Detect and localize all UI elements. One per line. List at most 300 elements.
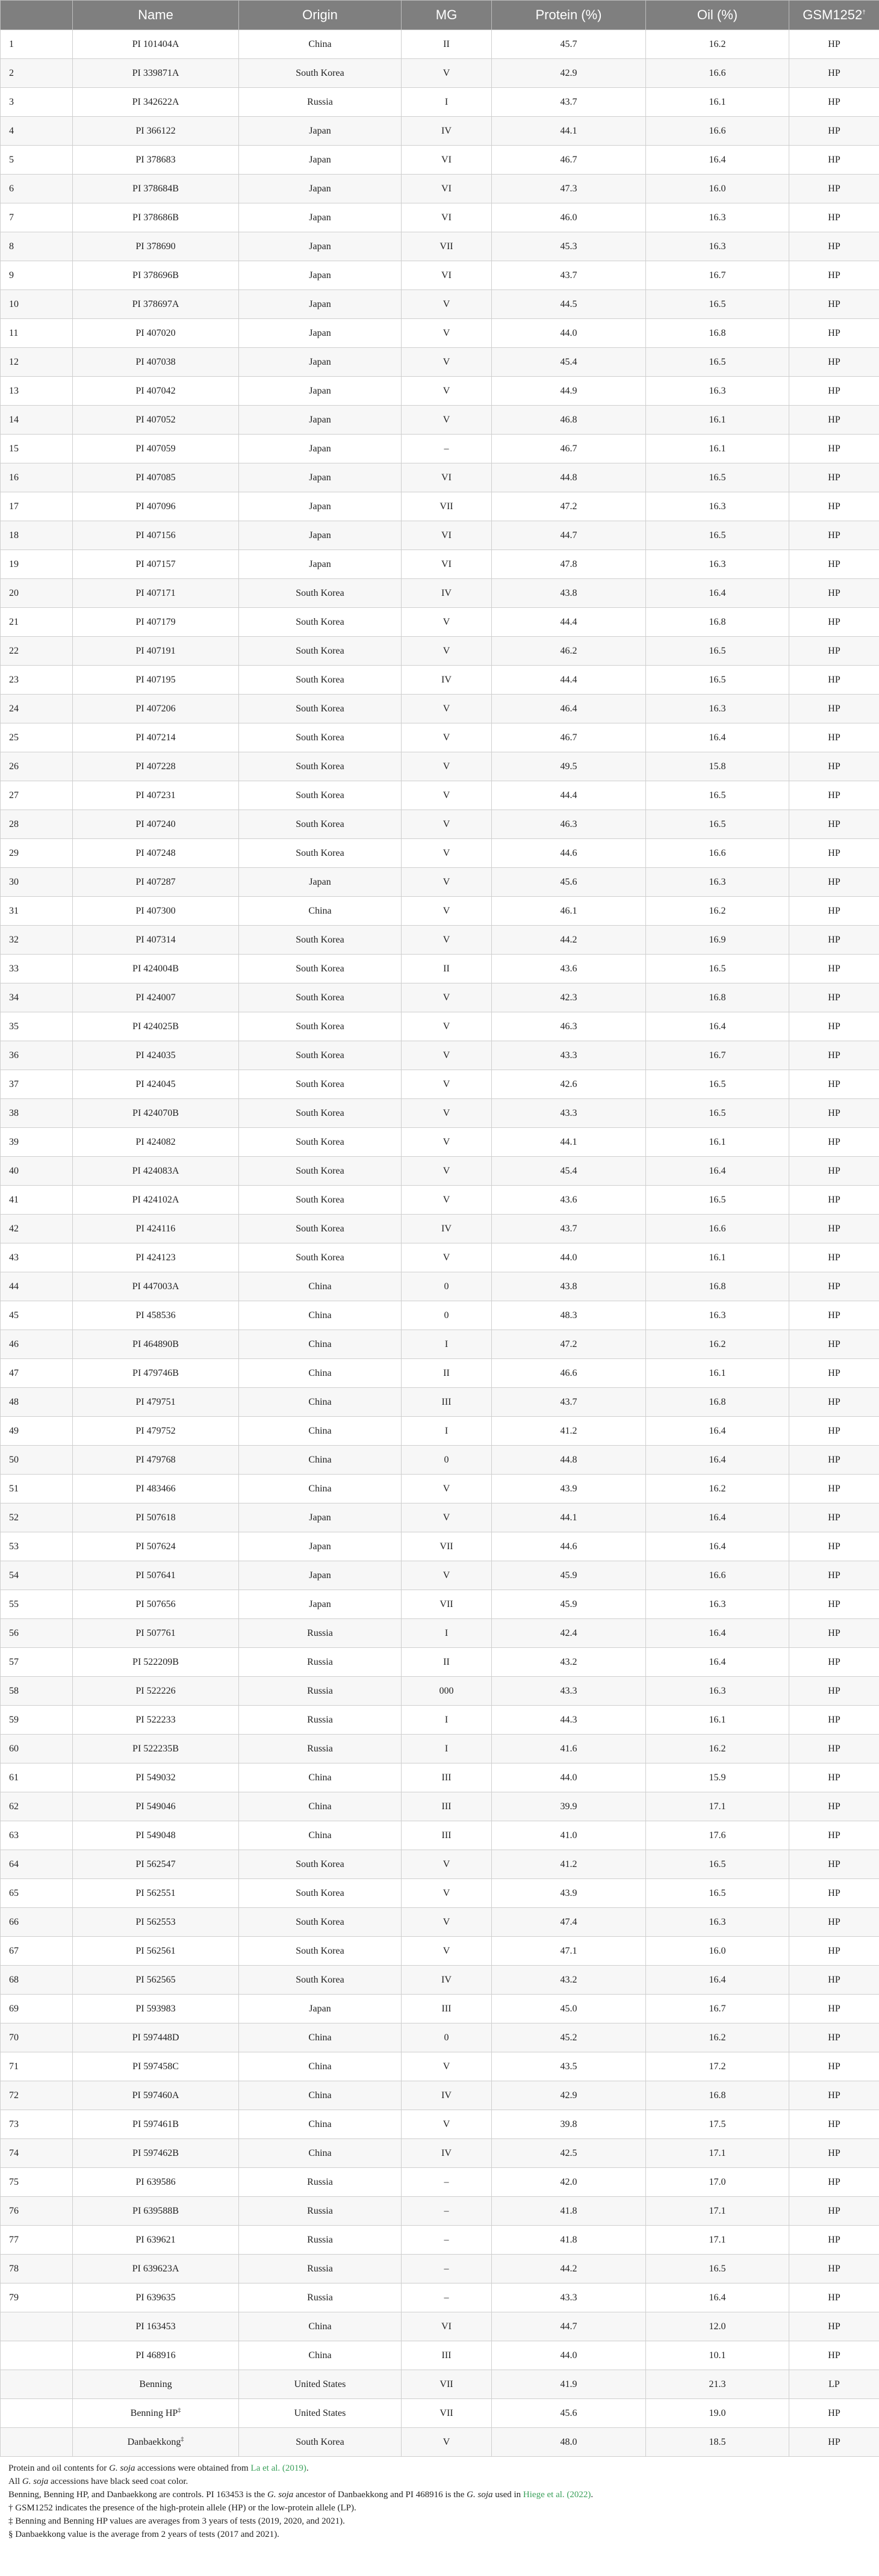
- footnote-2: All G. soja accessions have black seed coat color.: [8, 2477, 188, 2486]
- cell-protein: 44.0: [492, 2341, 646, 2370]
- cell-name: PI 639635: [73, 2283, 239, 2312]
- cell-mg: –: [402, 2255, 492, 2283]
- cell-mg: V: [402, 723, 492, 752]
- cell-name: PI 407156: [73, 521, 239, 550]
- cell-mg: V: [402, 1503, 492, 1532]
- cell-index: 33: [1, 955, 73, 983]
- cell-index: 11: [1, 319, 73, 348]
- cell-origin: South Korea: [239, 810, 402, 839]
- cell-index: 30: [1, 868, 73, 897]
- cell-index: 2: [1, 59, 73, 88]
- cell-origin: Japan: [239, 377, 402, 406]
- cell-origin: China: [239, 30, 402, 59]
- cell-gsm1252: HP: [789, 2110, 879, 2139]
- cell-origin: Russia: [239, 2197, 402, 2226]
- cell-protein: 43.8: [492, 1272, 646, 1301]
- cell-oil: 17.6: [646, 1821, 789, 1850]
- cell-oil: 16.3: [646, 232, 789, 261]
- cell-gsm1252: HP: [789, 868, 879, 897]
- table-row: [1, 810, 879, 839]
- footnote-1: Protein and oil contents for G. soja accessions were obtained from La et al. (2019).: [8, 2463, 309, 2473]
- cell-index: 3: [1, 88, 73, 117]
- cell-oil: 16.1: [646, 406, 789, 435]
- cell-name: PI 163453: [73, 2312, 239, 2341]
- cell-origin: Russia: [239, 1735, 402, 1763]
- table-row: [1, 406, 879, 435]
- cell-protein: 46.6: [492, 1359, 646, 1388]
- cell-protein: 44.7: [492, 2312, 646, 2341]
- cell-mg: V: [402, 1157, 492, 1186]
- cell-index: 59: [1, 1706, 73, 1735]
- cell-mg: V: [402, 1879, 492, 1908]
- cell-origin: Japan: [239, 1532, 402, 1561]
- cell-mg: III: [402, 1763, 492, 1792]
- cell-mg: 0: [402, 1446, 492, 1475]
- table-row: [1, 1590, 879, 1619]
- cell-mg: V: [402, 1475, 492, 1503]
- cell-index: 45: [1, 1301, 73, 1330]
- cell-name: PI 507618: [73, 1503, 239, 1532]
- cell-oil: 16.6: [646, 1215, 789, 1243]
- cell-mg: V: [402, 1128, 492, 1157]
- cell-protein: 46.1: [492, 897, 646, 926]
- cell-name: PI 378697A: [73, 290, 239, 319]
- cell-gsm1252: HP: [789, 1446, 879, 1475]
- cell-origin: South Korea: [239, 1908, 402, 1937]
- cell-origin: South Korea: [239, 752, 402, 781]
- cell-protein: 47.4: [492, 1908, 646, 1937]
- cell-oil: 16.2: [646, 2023, 789, 2052]
- cell-gsm1252: HP: [789, 1995, 879, 2023]
- cell-name: PI 407059: [73, 435, 239, 463]
- cell-origin: South Korea: [239, 1850, 402, 1879]
- cell-name: PI 407214: [73, 723, 239, 752]
- cell-origin: Japan: [239, 203, 402, 232]
- cell-oil: 15.9: [646, 1763, 789, 1792]
- cell-origin: Russia: [239, 2168, 402, 2197]
- cell-origin: South Korea: [239, 723, 402, 752]
- table-row: [1, 290, 879, 319]
- cell-mg: V: [402, 926, 492, 955]
- cell-name: PI 464890B: [73, 1330, 239, 1359]
- cell-mg: V: [402, 2052, 492, 2081]
- cell-gsm1252: HP: [789, 1186, 879, 1215]
- cell-origin: Russia: [239, 1648, 402, 1677]
- hiege-2022-link[interactable]: Hiege et al. (2022): [523, 2490, 591, 2500]
- cell-origin: Russia: [239, 88, 402, 117]
- cell-name: PI 378696B: [73, 261, 239, 290]
- cell-gsm1252: HP: [789, 1417, 879, 1446]
- cell-name: PI 407038: [73, 348, 239, 377]
- cell-protein: 44.1: [492, 1503, 646, 1532]
- cell-protein: 44.0: [492, 319, 646, 348]
- cell-protein: 43.2: [492, 1648, 646, 1677]
- table-row: [1, 1879, 879, 1908]
- cell-oil: 16.4: [646, 1446, 789, 1475]
- cell-gsm1252: HP: [789, 492, 879, 521]
- cell-protein: 39.9: [492, 1792, 646, 1821]
- cell-oil: 16.8: [646, 1388, 789, 1417]
- cell-gsm1252: HP: [789, 637, 879, 666]
- cell-origin: South Korea: [239, 1070, 402, 1099]
- cell-oil: 16.5: [646, 637, 789, 666]
- cell-origin: South Korea: [239, 579, 402, 608]
- cell-protein: 43.9: [492, 1475, 646, 1503]
- cell-oil: 18.5: [646, 2428, 789, 2457]
- cell-oil: 12.0: [646, 2312, 789, 2341]
- cell-index: 43: [1, 1243, 73, 1272]
- cell-index: [1, 2312, 73, 2341]
- cell-origin: Russia: [239, 1619, 402, 1648]
- cell-mg: III: [402, 1995, 492, 2023]
- cell-gsm1252: HP: [789, 550, 879, 579]
- cell-index: 71: [1, 2052, 73, 2081]
- cell-gsm1252: HP: [789, 1503, 879, 1532]
- table-row: [1, 1561, 879, 1590]
- cell-name: PI 407020: [73, 319, 239, 348]
- cell-oil: 16.0: [646, 175, 789, 203]
- cell-index: 79: [1, 2283, 73, 2312]
- cell-mg: –: [402, 435, 492, 463]
- cell-index: 76: [1, 2197, 73, 2226]
- cell-origin: China: [239, 1330, 402, 1359]
- cell-mg: I: [402, 88, 492, 117]
- cell-gsm1252: HP: [789, 1648, 879, 1677]
- cell-mg: VI: [402, 261, 492, 290]
- cell-mg: IV: [402, 2139, 492, 2168]
- col-header-origin: Origin: [239, 1, 402, 30]
- cell-origin: Japan: [239, 1995, 402, 2023]
- cell-gsm1252: LP: [789, 2370, 879, 2399]
- cell-gsm1252: HP: [789, 579, 879, 608]
- cell-oil: 16.8: [646, 319, 789, 348]
- cell-mg: III: [402, 2341, 492, 2370]
- cell-index: 37: [1, 1070, 73, 1099]
- cell-gsm1252: HP: [789, 926, 879, 955]
- cell-name: PI 407314: [73, 926, 239, 955]
- col-header-name: Name: [73, 1, 239, 30]
- col-header-gsm1252-label: GSM1252: [803, 7, 863, 22]
- table-row: [1, 1012, 879, 1041]
- cell-mg: I: [402, 1735, 492, 1763]
- cell-mg: V: [402, 2110, 492, 2139]
- cell-mg: IV: [402, 579, 492, 608]
- cell-name: PI 479768: [73, 1446, 239, 1475]
- cell-name: PI 507624: [73, 1532, 239, 1561]
- cell-gsm1252: HP: [789, 897, 879, 926]
- table-row: [1, 1330, 879, 1359]
- cell-protein: 47.8: [492, 550, 646, 579]
- cell-index: 74: [1, 2139, 73, 2168]
- cell-protein: 44.2: [492, 926, 646, 955]
- cell-protein: 43.3: [492, 1099, 646, 1128]
- cell-origin: Russia: [239, 1677, 402, 1706]
- cell-name: PI 378684B: [73, 175, 239, 203]
- cell-protein: 44.1: [492, 1128, 646, 1157]
- la-2019-link[interactable]: La et al. (2019): [250, 2463, 306, 2473]
- table-row: [1, 2283, 879, 2312]
- cell-name: PI 424102A: [73, 1186, 239, 1215]
- cell-oil: 16.9: [646, 926, 789, 955]
- cell-gsm1252: HP: [789, 1388, 879, 1417]
- cell-mg: V: [402, 781, 492, 810]
- table-row: [1, 1475, 879, 1503]
- cell-mg: V: [402, 406, 492, 435]
- cell-gsm1252: HP: [789, 666, 879, 695]
- cell-index: 44: [1, 1272, 73, 1301]
- cell-index: 72: [1, 2081, 73, 2110]
- table-row: [1, 839, 879, 868]
- cell-mg: V: [402, 348, 492, 377]
- cell-origin: South Korea: [239, 839, 402, 868]
- table-row: [1, 146, 879, 175]
- cell-mg: V: [402, 1908, 492, 1937]
- cell-gsm1252: HP: [789, 203, 879, 232]
- footnote-5: ‡ Benning and Benning HP values are averages from 3 years of tests (2019, 2020, and 2021).: [8, 2516, 345, 2526]
- cell-protein: 43.2: [492, 1966, 646, 1995]
- cell-oil: 16.2: [646, 1735, 789, 1763]
- cell-oil: 17.1: [646, 2226, 789, 2255]
- cell-index: 53: [1, 1532, 73, 1561]
- cell-oil: 16.6: [646, 1561, 789, 1590]
- cell-name: PI 378686B: [73, 203, 239, 232]
- cell-name: PI 366122: [73, 117, 239, 146]
- cell-origin: China: [239, 2139, 402, 2168]
- table-row: [1, 1503, 879, 1532]
- cell-name: Danbaekkong‡: [73, 2428, 239, 2457]
- cell-protein: 46.7: [492, 435, 646, 463]
- cell-protein: 44.6: [492, 1532, 646, 1561]
- table-row: [1, 897, 879, 926]
- cell-gsm1252: HP: [789, 1041, 879, 1070]
- cell-protein: 46.3: [492, 810, 646, 839]
- cell-gsm1252: HP: [789, 2052, 879, 2081]
- cell-gsm1252: HP: [789, 1966, 879, 1995]
- table-row: [1, 983, 879, 1012]
- cell-name: PI 593983: [73, 1995, 239, 2023]
- table-row: [1, 666, 879, 695]
- cell-index: 57: [1, 1648, 73, 1677]
- cell-origin: China: [239, 2312, 402, 2341]
- table-row: [1, 521, 879, 550]
- cell-name: PI 597448D: [73, 2023, 239, 2052]
- table-row: [1, 1388, 879, 1417]
- cell-gsm1252: HP: [789, 1128, 879, 1157]
- cell-protein: 43.3: [492, 1677, 646, 1706]
- cell-origin: South Korea: [239, 1243, 402, 1272]
- cell-origin: South Korea: [239, 1128, 402, 1157]
- table-row: [1, 1995, 879, 2023]
- table-row: [1, 377, 879, 406]
- table-row: [1, 30, 879, 59]
- cell-gsm1252: HP: [789, 1532, 879, 1561]
- col-header-protein: Protein (%): [492, 1, 646, 30]
- cell-mg: V: [402, 637, 492, 666]
- cell-origin: South Korea: [239, 1966, 402, 1995]
- cell-mg: –: [402, 2197, 492, 2226]
- cell-protein: 46.4: [492, 695, 646, 723]
- cell-index: 47: [1, 1359, 73, 1388]
- cell-protein: 43.7: [492, 1215, 646, 1243]
- cell-origin: China: [239, 1792, 402, 1821]
- cell-gsm1252: HP: [789, 1937, 879, 1966]
- cell-mg: V: [402, 2428, 492, 2457]
- cell-name: PI 597458C: [73, 2052, 239, 2081]
- cell-mg: VI: [402, 203, 492, 232]
- cell-index: 20: [1, 579, 73, 608]
- cell-oil: 16.2: [646, 1330, 789, 1359]
- cell-mg: V: [402, 1561, 492, 1590]
- cell-oil: 16.5: [646, 1099, 789, 1128]
- cell-protein: 41.2: [492, 1417, 646, 1446]
- cell-origin: China: [239, 1359, 402, 1388]
- cell-gsm1252: HP: [789, 30, 879, 59]
- cell-gsm1252: HP: [789, 377, 879, 406]
- cell-protein: 44.0: [492, 1243, 646, 1272]
- cell-protein: 45.6: [492, 868, 646, 897]
- cell-gsm1252: HP: [789, 406, 879, 435]
- cell-protein: 47.1: [492, 1937, 646, 1966]
- cell-mg: I: [402, 1417, 492, 1446]
- cell-name: PI 424083A: [73, 1157, 239, 1186]
- cell-gsm1252: HP: [789, 955, 879, 983]
- cell-index: 10: [1, 290, 73, 319]
- cell-protein: 46.2: [492, 637, 646, 666]
- cell-protein: 43.6: [492, 955, 646, 983]
- cell-protein: 42.4: [492, 1619, 646, 1648]
- cell-gsm1252: HP: [789, 463, 879, 492]
- cell-gsm1252: HP: [789, 2197, 879, 2226]
- cell-mg: VI: [402, 550, 492, 579]
- table-row: [1, 637, 879, 666]
- cell-origin: Japan: [239, 1590, 402, 1619]
- cell-oil: 16.5: [646, 1850, 789, 1879]
- cell-origin: Japan: [239, 435, 402, 463]
- cell-origin: South Korea: [239, 695, 402, 723]
- cell-mg: IV: [402, 117, 492, 146]
- cell-name: Benning: [73, 2370, 239, 2399]
- cell-mg: V: [402, 608, 492, 637]
- table-row: [1, 1966, 879, 1995]
- cell-name: PI 407248: [73, 839, 239, 868]
- cell-oil: 16.1: [646, 1359, 789, 1388]
- cell-index: 46: [1, 1330, 73, 1359]
- cell-oil: 16.3: [646, 550, 789, 579]
- cell-origin: South Korea: [239, 666, 402, 695]
- cell-oil: 16.8: [646, 983, 789, 1012]
- cell-mg: V: [402, 695, 492, 723]
- table-row: [1, 608, 879, 637]
- cell-index: 69: [1, 1995, 73, 2023]
- cell-index: 39: [1, 1128, 73, 1157]
- cell-origin: Japan: [239, 492, 402, 521]
- cell-protein: 44.8: [492, 1446, 646, 1475]
- cell-gsm1252: HP: [789, 839, 879, 868]
- cell-name: PI 407052: [73, 406, 239, 435]
- cell-name: PI 424045: [73, 1070, 239, 1099]
- cell-origin: China: [239, 1301, 402, 1330]
- cell-protein: 45.7: [492, 30, 646, 59]
- table-row: [1, 579, 879, 608]
- cell-protein: 47.2: [492, 1330, 646, 1359]
- cell-origin: South Korea: [239, 1012, 402, 1041]
- cell-mg: V: [402, 1070, 492, 1099]
- cell-protein: 45.0: [492, 1995, 646, 2023]
- cell-oil: 16.4: [646, 2283, 789, 2312]
- cell-index: 25: [1, 723, 73, 752]
- cell-protein: 44.5: [492, 290, 646, 319]
- cell-mg: VI: [402, 521, 492, 550]
- cell-index: 68: [1, 1966, 73, 1995]
- cell-gsm1252: HP: [789, 2255, 879, 2283]
- cell-mg: V: [402, 810, 492, 839]
- cell-index: [1, 2341, 73, 2370]
- cell-name: PI 639621: [73, 2226, 239, 2255]
- cell-mg: V: [402, 752, 492, 781]
- cell-oil: 16.2: [646, 30, 789, 59]
- cell-oil: 16.7: [646, 1041, 789, 1070]
- cell-mg: II: [402, 30, 492, 59]
- cell-origin: South Korea: [239, 1937, 402, 1966]
- cell-gsm1252: HP: [789, 1157, 879, 1186]
- cell-gsm1252: HP: [789, 695, 879, 723]
- cell-protein: 42.9: [492, 2081, 646, 2110]
- cell-oil: 16.5: [646, 1186, 789, 1215]
- cell-oil: 17.1: [646, 2197, 789, 2226]
- cell-gsm1252: HP: [789, 435, 879, 463]
- header-row: [1, 1, 879, 30]
- cell-name: PI 479751: [73, 1388, 239, 1417]
- cell-mg: I: [402, 1706, 492, 1735]
- cell-index: 31: [1, 897, 73, 926]
- cell-origin: Japan: [239, 175, 402, 203]
- cell-index: 29: [1, 839, 73, 868]
- cell-protein: 43.7: [492, 88, 646, 117]
- cell-origin: South Korea: [239, 59, 402, 88]
- cell-origin: Japan: [239, 550, 402, 579]
- table-row: [1, 1937, 879, 1966]
- cell-index: 54: [1, 1561, 73, 1590]
- cell-mg: IV: [402, 2081, 492, 2110]
- cell-protein: 41.8: [492, 2197, 646, 2226]
- cell-index: 49: [1, 1417, 73, 1446]
- cell-protein: 39.8: [492, 2110, 646, 2139]
- cell-protein: 44.7: [492, 521, 646, 550]
- cell-mg: 0: [402, 1272, 492, 1301]
- table-row: [1, 781, 879, 810]
- cell-oil: 16.5: [646, 810, 789, 839]
- cell-oil: 16.3: [646, 1301, 789, 1330]
- cell-oil: 16.1: [646, 1706, 789, 1735]
- cell-oil: 19.0: [646, 2399, 789, 2428]
- cell-mg: VI: [402, 463, 492, 492]
- table-row: [1, 1359, 879, 1388]
- cell-protein: 42.9: [492, 59, 646, 88]
- cell-name: PI 597461B: [73, 2110, 239, 2139]
- cell-index: [1, 2399, 73, 2428]
- cell-gsm1252: HP: [789, 1012, 879, 1041]
- cell-gsm1252: HP: [789, 521, 879, 550]
- cell-protein: 45.2: [492, 2023, 646, 2052]
- cell-mg: V: [402, 290, 492, 319]
- table-row: [1, 2428, 879, 2457]
- cell-oil: 16.6: [646, 117, 789, 146]
- cell-mg: IV: [402, 1215, 492, 1243]
- table-row: [1, 2110, 879, 2139]
- cell-gsm1252: HP: [789, 290, 879, 319]
- cell-oil: 21.3: [646, 2370, 789, 2399]
- cell-origin: South Korea: [239, 926, 402, 955]
